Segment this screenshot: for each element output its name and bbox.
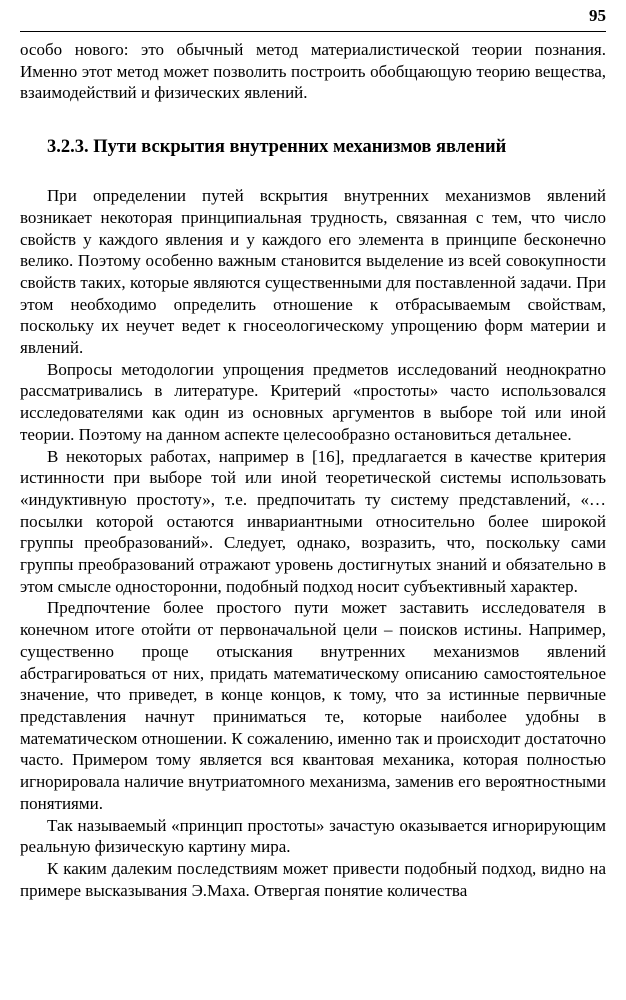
body-paragraph: При определении путей вскрытия внутренних механизмов явлений возникает некоторая принципиальная трудность, связанная с тем, что число свойств у каждого явления и у каждого его элемента в принципе бесконечно велико. Поэтому особенно важным становится выделение из всей совокупности свойств таких, которые являются существенными для поставленной задачи. При этом необходимо определить отношение к отбрасываемым свойствам, поскольку их неучет ведет к гносеологическому упрощению форм материи и явлений. bbox=[20, 186, 606, 358]
page-body bbox=[20, 39, 606, 901]
section-number: 3.2.3. bbox=[47, 137, 89, 158]
section-title: Пути вскрытия внутренних механизмов явлений bbox=[93, 137, 507, 158]
body-paragraph: Вопросы методологии упрощения предметов исследований неоднократно рассматривались в литературе. Критерий «простоты» часто использовался исследователями как один из основных аргументов в выборе той или иной теории. Поэтому на данном аспекте целесообразно остановиться детальнее. bbox=[20, 359, 606, 444]
header-rule bbox=[20, 31, 606, 32]
body-paragraph: Предпочтение более простого пути может заставить исследователя в конечном итоге отойти от первоначальной цели – поисков истины. Например, существенно проще отыскания внутренних механизмов явлений абстрагироваться от них, придать математическому описанию самостоятельное значение, что приведет, в конце концов, к тому, что за истинные первичные представления начнут приниматься те, которые наиболее удобны в математическом отношении. К сожалению, именно так и происходит достаточно часто. Примером тому является вся квантовая механика, которая полностью игнорировала наличие внутриатомного механизма, заменив его вероятностными понятиями. bbox=[20, 598, 606, 813]
body-paragraph: К каким далеким последствиям может привести подобный подход, видно на примере высказывания Э.Маха. Отвергая понятие количества bbox=[20, 858, 606, 900]
body-paragraph: В некоторых работах, например в [16], предлагается в качестве критерия истинности при выборе той или иной теоретической системы использовать «индуктивную простоту», т.е. предпочитать ту систему представлений, «…посылки которой остаются инвариантными относительно более широкой группы преобразований». Следует, однако, возразить, что, поскольку сами группы преобразований отражают уровень достигнутых знаний и обязательно в этом смысле односторонни, подобный подход носит субъективный характер. bbox=[20, 446, 606, 596]
body-paragraph: Так называемый «принцип простоты» зачастую оказывается игнорирующим реальную физическую картину мира. bbox=[20, 815, 606, 857]
section-heading bbox=[20, 135, 606, 159]
intro-paragraph: особо нового: это обычный метод материалистической теории познания. Именно этот метод может позволить построить обобщающую теорию вещества, взаимодействий и физических явлений. bbox=[20, 40, 606, 103]
page-number: 95 bbox=[589, 6, 606, 25]
